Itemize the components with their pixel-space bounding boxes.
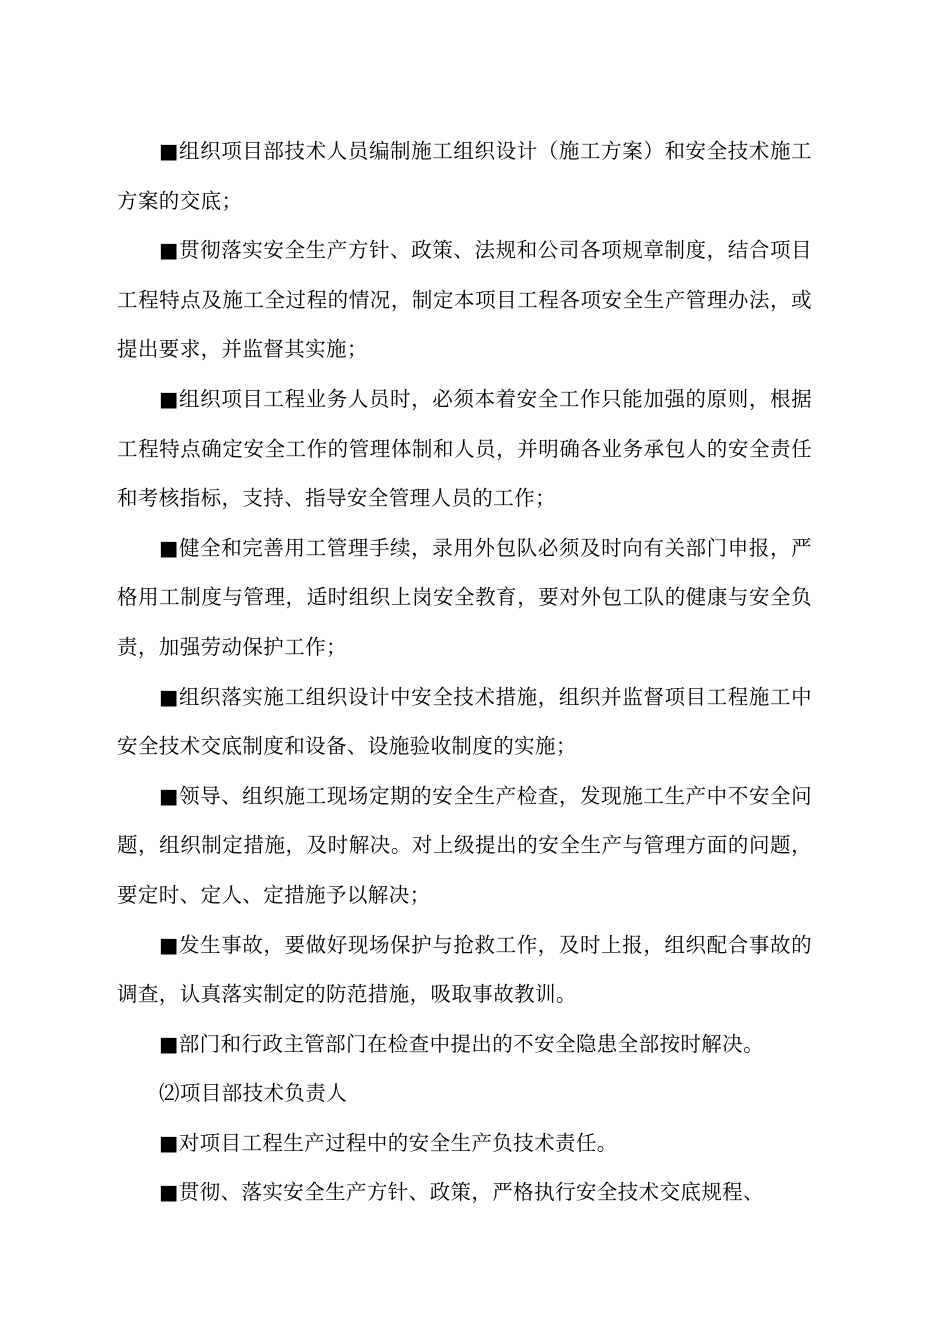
paragraph-4: ■健全和完善用工管理手续，录用外包队必须及时向有关部门申报，严格用工制度与管理，适时组织上岗安全教育，要对外包工队的健康与安全负责，加强劳动保护工作； (117, 535, 812, 659)
paragraph-7: ■发生事故，要做好现场保护与抢救工作，及时上报，组织配合事故的调查，认真落实制定的防范措施，吸取事故教训。 (117, 932, 812, 1007)
section-heading: ⑵项目部技术负责人 (159, 1081, 348, 1106)
paragraph-6: ■领导、组织施工现场定期的安全生产检查，发现施工生产中不安全问题，组织制定措施，及时解决。对上级提出的安全生产与管理方面的问题，要定时、定人、定措施予以解决； (117, 783, 812, 907)
paragraph-10: ■对项目工程生产过程中的安全生产负技术责任。 (159, 1130, 618, 1155)
paragraph-2: ■贯彻落实安全生产方针、政策、法规和公司各项规章制度，结合项目工程特点及施工全过程的情况，制定本项目工程各项安全生产管理办法，或提出要求，并监督其实施； (117, 238, 812, 362)
paragraph-11: ■贯彻、落实安全生产方针、政策，严格执行安全技术交底规程、 (159, 1180, 764, 1205)
paragraph-3: ■组织项目工程业务人员时，必须本着安全工作只能加强的原则，根据工程特点确定安全工作的管理体制和人员，并明确各业务承包人的安全责任和考核指标，支持、指导安全管理人员的工作； (117, 386, 812, 511)
paragraph-1: ■组织项目部技术人员编制施工组织设计（施工方案）和安全技术施工方案的交底； (117, 139, 812, 213)
document-page (117, 127, 812, 1218)
paragraph-8: ■部门和行政主管部门在检查中提出的不安全隐患全部按时解决。 (159, 1031, 764, 1056)
paragraph-5: ■组织落实施工组织设计中安全技术措施，组织并监督项目工程施工中安全技术交底制度和设备、设施验收制度的实施； (117, 684, 812, 759)
